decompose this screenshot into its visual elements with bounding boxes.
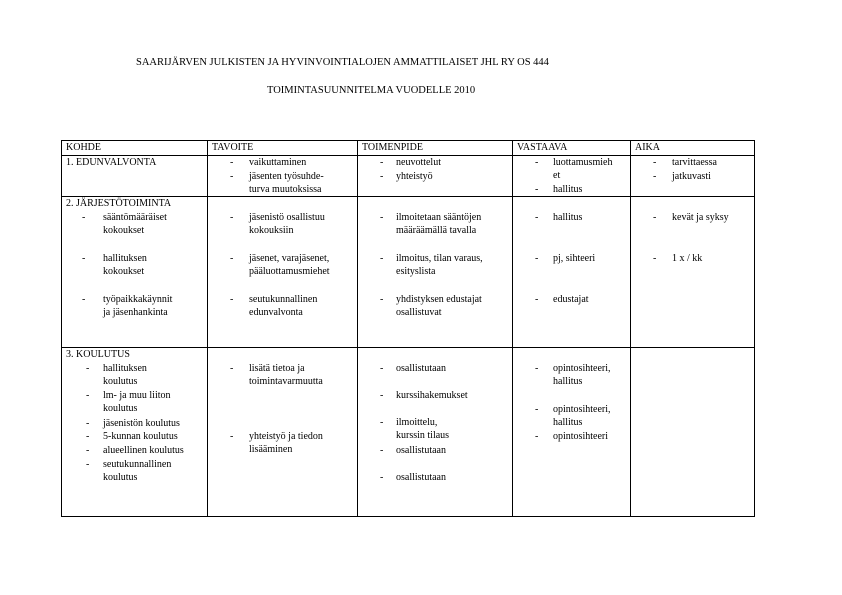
item-text: hallituksen	[103, 252, 147, 264]
column-header-kohde: KOHDE	[62, 141, 208, 156]
item-text: koulutus	[103, 376, 138, 388]
table-row-koulutus	[62, 347, 755, 516]
item-text: opintosihteeri,	[553, 362, 611, 374]
bullet-dash: -	[82, 293, 86, 305]
bullet-dash: -	[380, 170, 384, 182]
bullet-dash: -	[653, 170, 657, 182]
bullet-dash: -	[535, 403, 539, 415]
item-text: pääluottamusmiehet	[249, 266, 330, 278]
bullet-dash: -	[230, 430, 234, 442]
cell-tavoite	[208, 196, 358, 347]
bullet-dash: -	[380, 444, 384, 456]
plan-table	[61, 140, 755, 517]
table-row-jarjestotoiminta	[62, 196, 755, 347]
item-text: yhteistyö	[396, 170, 433, 182]
bullet-dash: -	[535, 362, 539, 374]
item-text: hallitus	[553, 417, 583, 429]
item-text: osallistutaan	[396, 471, 446, 483]
item-text: luottamusmieh	[553, 156, 613, 168]
item-text: vaikuttaminen	[249, 156, 307, 168]
item-text: koulutus	[103, 472, 138, 484]
cell-aika-empty	[631, 347, 755, 516]
bullet-dash: -	[86, 458, 90, 470]
bullet-dash: -	[230, 156, 234, 168]
item-text: työpaikkakäynnit	[103, 293, 173, 305]
section-title: 2. JÄRJESTÖTOIMINTA	[66, 197, 172, 209]
section-title: 1. EDUNVALVONTA	[66, 156, 157, 168]
item-text: kokoukset	[103, 266, 145, 278]
item-text: lisääminen	[249, 444, 293, 456]
item-text: hallituksen	[103, 362, 147, 374]
item-text: lm- ja muu liiton	[103, 389, 171, 401]
bullet-dash: -	[535, 156, 539, 168]
column-header-tavoite: TAVOITE	[208, 141, 358, 156]
bullet-dash: -	[535, 211, 539, 223]
column-header-vastaava: VASTAAVA	[513, 141, 631, 156]
item-text: edustajat	[553, 293, 589, 305]
cell-toimenpide	[358, 347, 513, 516]
bullet-dash: -	[82, 252, 86, 264]
item-text: jäsenistö osallistuu	[249, 211, 325, 223]
item-text: hallitus	[553, 211, 583, 223]
document-title: SAARIJÄRVEN JULKISTEN JA HYVINVOINTIALOJEN AMMATTILAISET JHL RY OS 444	[136, 57, 549, 68]
item-text: hallitus	[553, 183, 583, 195]
item-text: seutukunnallinen	[249, 293, 318, 305]
section-title: 3. KOULUTUS	[66, 348, 130, 360]
bullet-dash: -	[380, 389, 384, 401]
item-text: kurssihakemukset	[396, 389, 468, 401]
bullet-dash: -	[653, 211, 657, 223]
cell-kohde	[62, 155, 208, 196]
cell-vastaava	[513, 196, 631, 347]
item-text: neuvottelut	[396, 156, 441, 168]
item-text: pj, sihteeri	[553, 252, 596, 264]
bullet-dash: -	[380, 156, 384, 168]
cell-aika	[631, 155, 755, 196]
bullet-dash: -	[535, 183, 539, 195]
bullet-dash: -	[86, 362, 90, 374]
item-text: ilmoittelu,	[396, 416, 438, 428]
item-text: osallistuvat	[396, 307, 442, 319]
cell-toimenpide	[358, 196, 513, 347]
item-text: ilmoitus, tilan varaus,	[396, 252, 483, 264]
item-text: kokoukset	[103, 225, 145, 237]
item-text: edunvalvonta	[249, 307, 303, 319]
item-text: kokouksiin	[249, 225, 294, 237]
item-text: tarvittaessa	[672, 156, 717, 168]
item-text: 5-kunnan koulutus	[103, 430, 178, 442]
bullet-dash: -	[380, 362, 384, 374]
bullet-dash: -	[653, 156, 657, 168]
cell-toimenpide	[358, 155, 513, 196]
bullet-dash: -	[380, 252, 384, 264]
cell-vastaava	[513, 347, 631, 516]
item-text: esityslista	[396, 266, 436, 278]
bullet-dash: -	[82, 211, 86, 223]
bullet-dash: -	[380, 471, 384, 483]
item-text: jatkuvasti	[672, 170, 711, 182]
bullet-dash: -	[230, 362, 234, 374]
item-text: hallitus	[553, 376, 583, 388]
item-text: sääntömääräiset	[103, 211, 167, 223]
bullet-dash: -	[230, 170, 234, 182]
item-text: ja jäsenhankinta	[103, 307, 168, 319]
item-text: jäsenet, varajäsenet,	[249, 252, 330, 264]
cell-aika	[631, 196, 755, 347]
bullet-dash: -	[86, 430, 90, 442]
bullet-dash: -	[535, 430, 539, 442]
item-text: seutukunnallinen	[103, 458, 172, 470]
column-header-aika: AIKA	[631, 141, 755, 156]
table-header-row	[62, 141, 755, 156]
item-text: lisätä tietoa ja	[249, 362, 305, 374]
table-row-edunvalvonta	[62, 155, 755, 196]
bullet-dash: -	[380, 416, 384, 428]
bullet-dash: -	[230, 211, 234, 223]
cell-kohde	[62, 347, 208, 516]
item-text: koulutus	[103, 403, 138, 415]
item-text: määräämällä tavalla	[396, 225, 477, 237]
item-text: 1 x / kk	[672, 252, 703, 264]
bullet-dash: -	[380, 293, 384, 305]
item-text: toimintavarmuutta	[249, 376, 323, 388]
item-text: kurssin tilaus	[396, 430, 450, 442]
bullet-dash: -	[86, 389, 90, 401]
item-text: et	[553, 170, 561, 182]
cell-vastaava	[513, 155, 631, 196]
bullet-dash: -	[653, 252, 657, 264]
item-text: ilmoitetaan sääntöjen	[396, 211, 482, 223]
item-text: jäsenten työsuhde-	[249, 170, 324, 182]
document-subtitle: TOIMINTASUUNNITELMA VUODELLE 2010	[267, 85, 476, 96]
bullet-dash: -	[380, 211, 384, 223]
item-text: opintosihteeri	[553, 430, 608, 442]
cell-tavoite	[208, 155, 358, 196]
bullet-dash: -	[535, 252, 539, 264]
item-text: kevät ja syksy	[672, 211, 729, 223]
bullet-dash: -	[86, 444, 90, 456]
item-text: osallistutaan	[396, 362, 446, 374]
item-text: jäsenistön koulutus	[103, 417, 180, 429]
cell-tavoite	[208, 347, 358, 516]
bullet-dash: -	[230, 252, 234, 264]
item-text: turva muutoksissa	[249, 184, 322, 196]
bullet-dash: -	[535, 293, 539, 305]
item-text: opintosihteeri,	[553, 403, 611, 415]
item-text: yhteistyö ja tiedon	[249, 430, 323, 442]
item-text: alueellinen koulutus	[103, 444, 184, 456]
bullet-dash: -	[230, 293, 234, 305]
bullet-dash: -	[86, 417, 90, 429]
column-header-toimenpide: TOIMENPIDE	[358, 141, 513, 156]
item-text: osallistutaan	[396, 444, 446, 456]
cell-kohde	[62, 196, 208, 347]
item-text: yhdistyksen edustajat	[396, 293, 482, 305]
